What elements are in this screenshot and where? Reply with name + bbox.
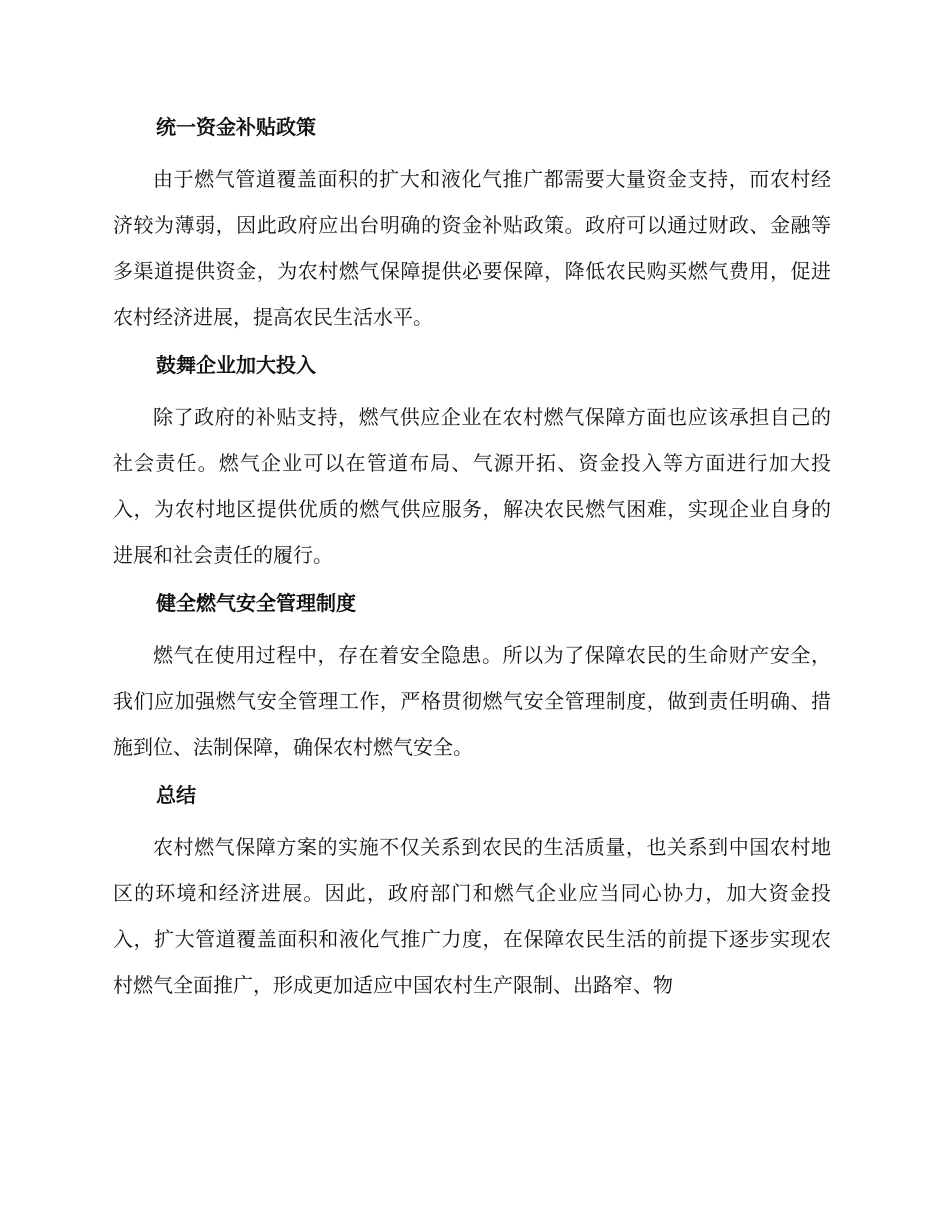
section-paragraph-enterprise-investment: 除了政府的补贴支持，燃气供应企业在农村燃气保障方面也应该承担自己的社会责任。燃气企业可以在管道布局、气源开拓、资金投入等方面进行加大投入，为农村地区提供优质的燃气供应服务，解决农民燃气困难，实现企业自身的进展和社会责任的履行。	[113, 405, 831, 567]
section-paragraph-funding-subsidy: 由于燃气管道覆盖面积的扩大和液化气推广都需要大量资金支持，而农村经济较为薄弱，因此政府应出台明确的资金补贴政策。政府可以通过财政、金融等多渠道提供资金，为农村燃气保障提供必要保障，降低农民购买燃气费用，促进农村经济进展，提高农民生活水平。	[113, 167, 831, 329]
section-heading-summary: 总结	[156, 783, 196, 807]
document-content	[113, 110, 831, 1016]
section-paragraph-summary: 农村燃气保障方案的实施不仅关系到农民的生活质量，也关系到中国农村地区的环境和经济进展。因此，政府部门和燃气企业应当同心协力，加大资金投入，扩大管道覆盖面积和液化气推广力度，在保障农民生活的前提下逐步实现农村燃气全面推广，形成更加适应中国农村生产限制、出路窄、物	[113, 835, 831, 997]
section-paragraph-safety-management: 燃气在使用过程中，存在着安全隐患。所以为了保障农民的生命财产安全，我们应加强燃气安全管理工作，严格贯彻燃气安全管理制度，做到责任明确、措施到位、法制保障，确保农村燃气安全。	[113, 643, 831, 759]
section-heading-safety-management: 健全燃气安全管理制度	[156, 591, 356, 615]
section-heading-funding-subsidy: 统一资金补贴政策	[156, 115, 316, 139]
section-heading-enterprise-investment: 鼓舞企业加大投入	[156, 353, 316, 377]
